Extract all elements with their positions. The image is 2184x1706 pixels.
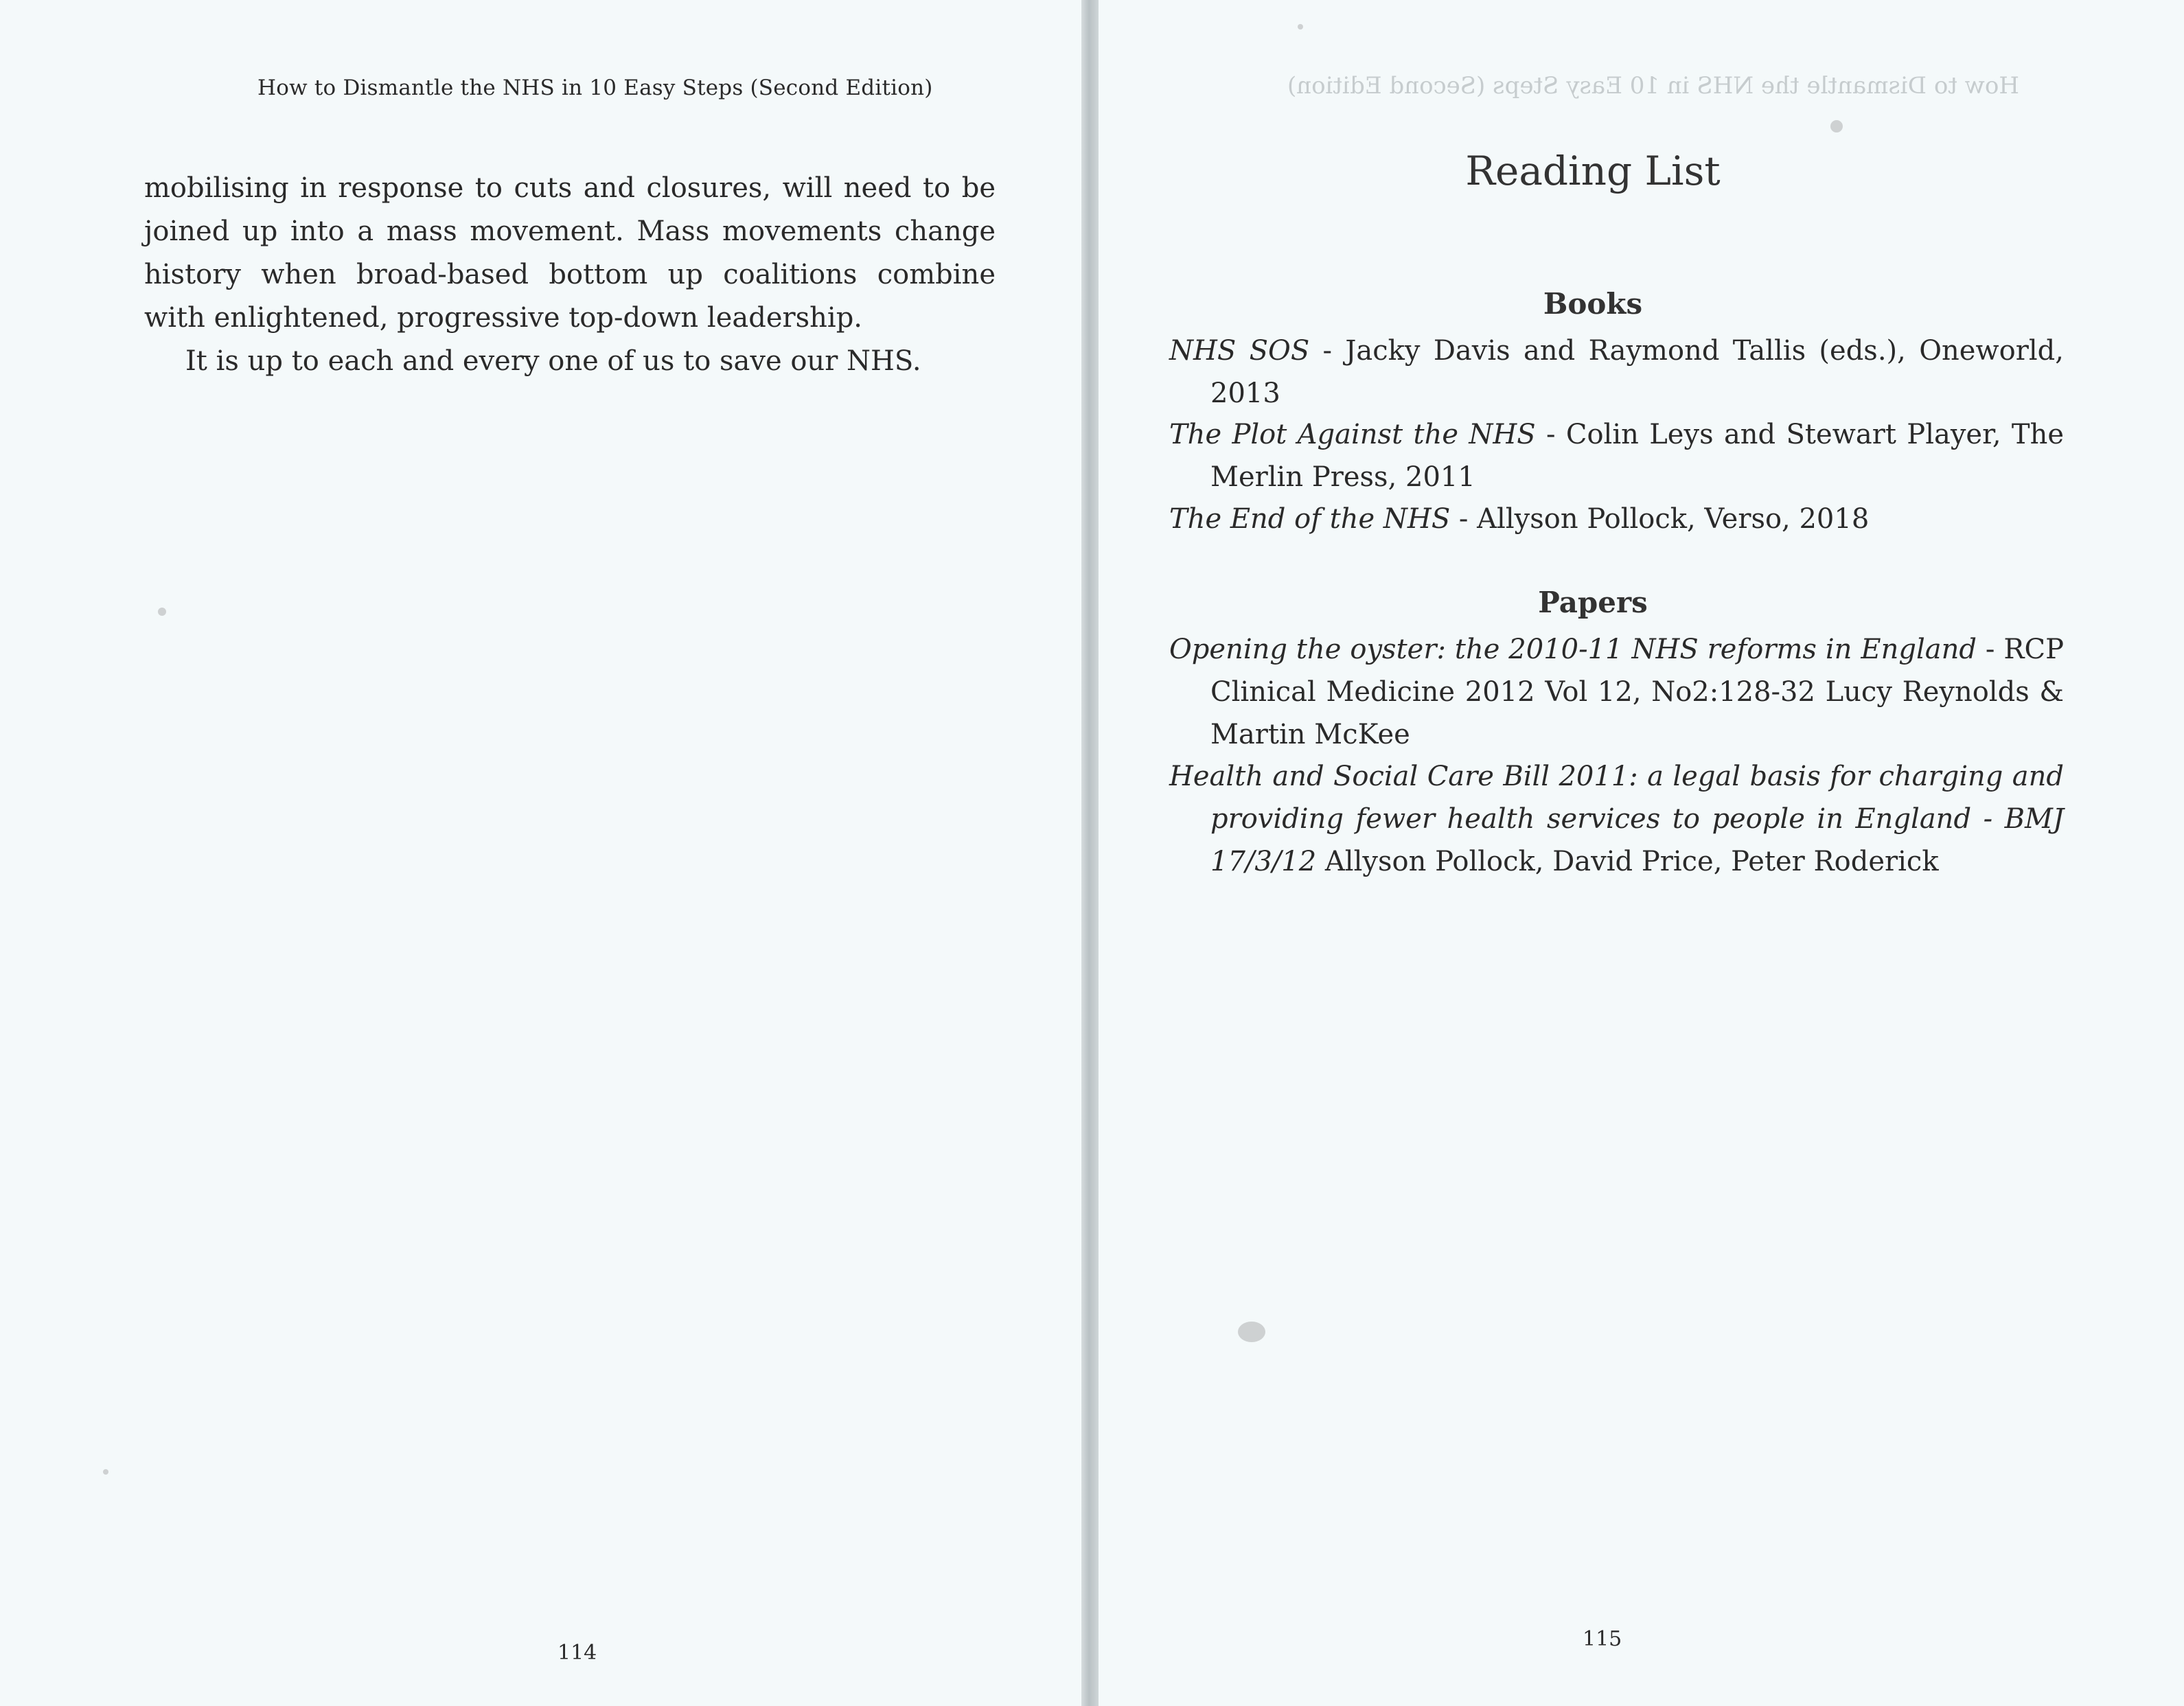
paper-details: Allyson Pollock, David Price, Peter Roderick bbox=[1316, 846, 1939, 877]
paragraph-1: mobilising in response to cuts and closures, will need to be joined up into a mass movement. Mass movements change history when broad-based bottom up coalitions combine with enlightened, progressive top-down leadership. bbox=[144, 172, 996, 334]
book-title: The End of the NHS bbox=[1169, 503, 1451, 535]
book-details: - Allyson Pollock, Verso, 2018 bbox=[1450, 503, 1870, 535]
ink-dot bbox=[1830, 120, 1843, 132]
left-page bbox=[0, 0, 1081, 1706]
book-title: NHS SOS bbox=[1169, 335, 1310, 367]
book-entry bbox=[1169, 498, 2064, 540]
book-entry bbox=[1169, 330, 2064, 415]
page-number: 114 bbox=[558, 1641, 597, 1665]
bleed-through-header: How to Dismantle the NHS in 10 Easy Steps (Second Edition) bbox=[1287, 72, 2020, 100]
paper-entry bbox=[1169, 755, 2064, 883]
book-title: The Plot Against the NHS bbox=[1169, 419, 1536, 450]
book-details: - Colin Leys and Stewart Player, The Merlin Press, 2011 bbox=[1210, 419, 2065, 493]
ink-dot bbox=[1298, 24, 1303, 30]
body-text bbox=[144, 167, 996, 383]
books-heading: Books bbox=[1543, 287, 1643, 321]
book-gutter bbox=[1081, 0, 1099, 1706]
paper-title: Opening the oyster: the 2010-11 NHS reforms in England bbox=[1169, 634, 1977, 665]
paper-title: Health and Social Care Bill 2011: a legal basis for charging and providing fewer health services to people in England - BMJ 17/3/12 bbox=[1169, 761, 2064, 877]
paragraph-2: It is up to each and every one of us to save our NHS. bbox=[185, 345, 921, 377]
ink-dot bbox=[158, 608, 166, 616]
reading-list-title: Reading List bbox=[1465, 148, 1721, 194]
ink-dot bbox=[103, 1469, 108, 1475]
papers-heading: Papers bbox=[1538, 586, 1648, 619]
book-entry bbox=[1169, 413, 2064, 498]
page-number: 115 bbox=[1583, 1627, 1622, 1651]
paper-details: - RCP Clinical Medicine 2012 Vol 12, No2:128-32 Lucy Reynolds & Martin McKee bbox=[1210, 634, 2064, 750]
ink-smudge bbox=[1238, 1322, 1265, 1342]
paper-entry bbox=[1169, 628, 2064, 756]
running-header: How to Dismantle the NHS in 10 Easy Steps (Second Edition) bbox=[257, 76, 933, 100]
book-details: - Jacky Davis and Raymond Tallis (eds.), Oneworld, 2013 bbox=[1210, 335, 2064, 409]
